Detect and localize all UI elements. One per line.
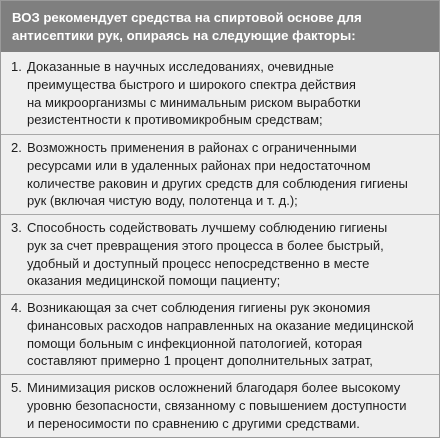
item-number: 1. bbox=[11, 59, 22, 74]
item-number: 3. bbox=[11, 220, 22, 235]
item-line: и переносимости по сравнению с другими средствами. bbox=[27, 415, 360, 431]
item-line: оказания медицинской помощи пациенту; bbox=[27, 273, 281, 289]
item-line: уровню безопасности, связанному с повышением доступности bbox=[27, 397, 407, 413]
item-line: преимущества быстрого и широкого спектра действия bbox=[27, 76, 356, 92]
item-line: рук (включая чистую воду, полотенца и т. д.); bbox=[27, 193, 298, 209]
item-divider bbox=[1, 374, 439, 375]
item-line: финансовых расходов направленных на оказание медицинской bbox=[27, 317, 414, 333]
item-line: составляют примерно 1 процент дополнительных затрат, bbox=[27, 353, 373, 369]
item-line: Способность содействовать лучшему соблюдению гигиены bbox=[27, 220, 388, 235]
item-number: 5. bbox=[11, 380, 22, 395]
item-line: Возможность применения в районах с ограниченными bbox=[27, 140, 357, 155]
item-number: 2. bbox=[11, 140, 22, 155]
item-divider bbox=[1, 294, 439, 295]
header-line: антисептики рук, опираясь на следующие факторы: bbox=[12, 28, 356, 43]
item-number: 4. bbox=[11, 300, 22, 315]
item-line: резистентности к противомикробным средствам; bbox=[27, 112, 323, 128]
item-line: количестве раковин и других средств для соблюдения гигиены bbox=[27, 175, 408, 191]
item-line: ресурсами или в удаленных районах при недостаточном bbox=[27, 157, 371, 173]
header-line: ВОЗ рекомендует средства на спиртовой основе для bbox=[12, 10, 362, 25]
item-line: удобный и доступный процесс непосредственно в месте bbox=[27, 255, 370, 271]
item-divider bbox=[1, 214, 439, 215]
item-line: Доказанные в научных исследованиях, очевидные bbox=[27, 59, 334, 74]
item-line: Минимизация рисков осложнений благодаря более высокому bbox=[27, 380, 401, 395]
item-line: рук за счет превращения этого процесса в более быстрый, bbox=[27, 237, 384, 253]
panel-header bbox=[1, 1, 439, 52]
item-line: помощи больным с инфекционной патологией, которая bbox=[27, 335, 363, 351]
item-line: Возникающая за счет соблюдения гигиены рук экономия bbox=[27, 300, 371, 315]
item-line: на микроорганизмы с минимальным риском выработки bbox=[27, 94, 361, 110]
item-divider bbox=[1, 134, 439, 135]
